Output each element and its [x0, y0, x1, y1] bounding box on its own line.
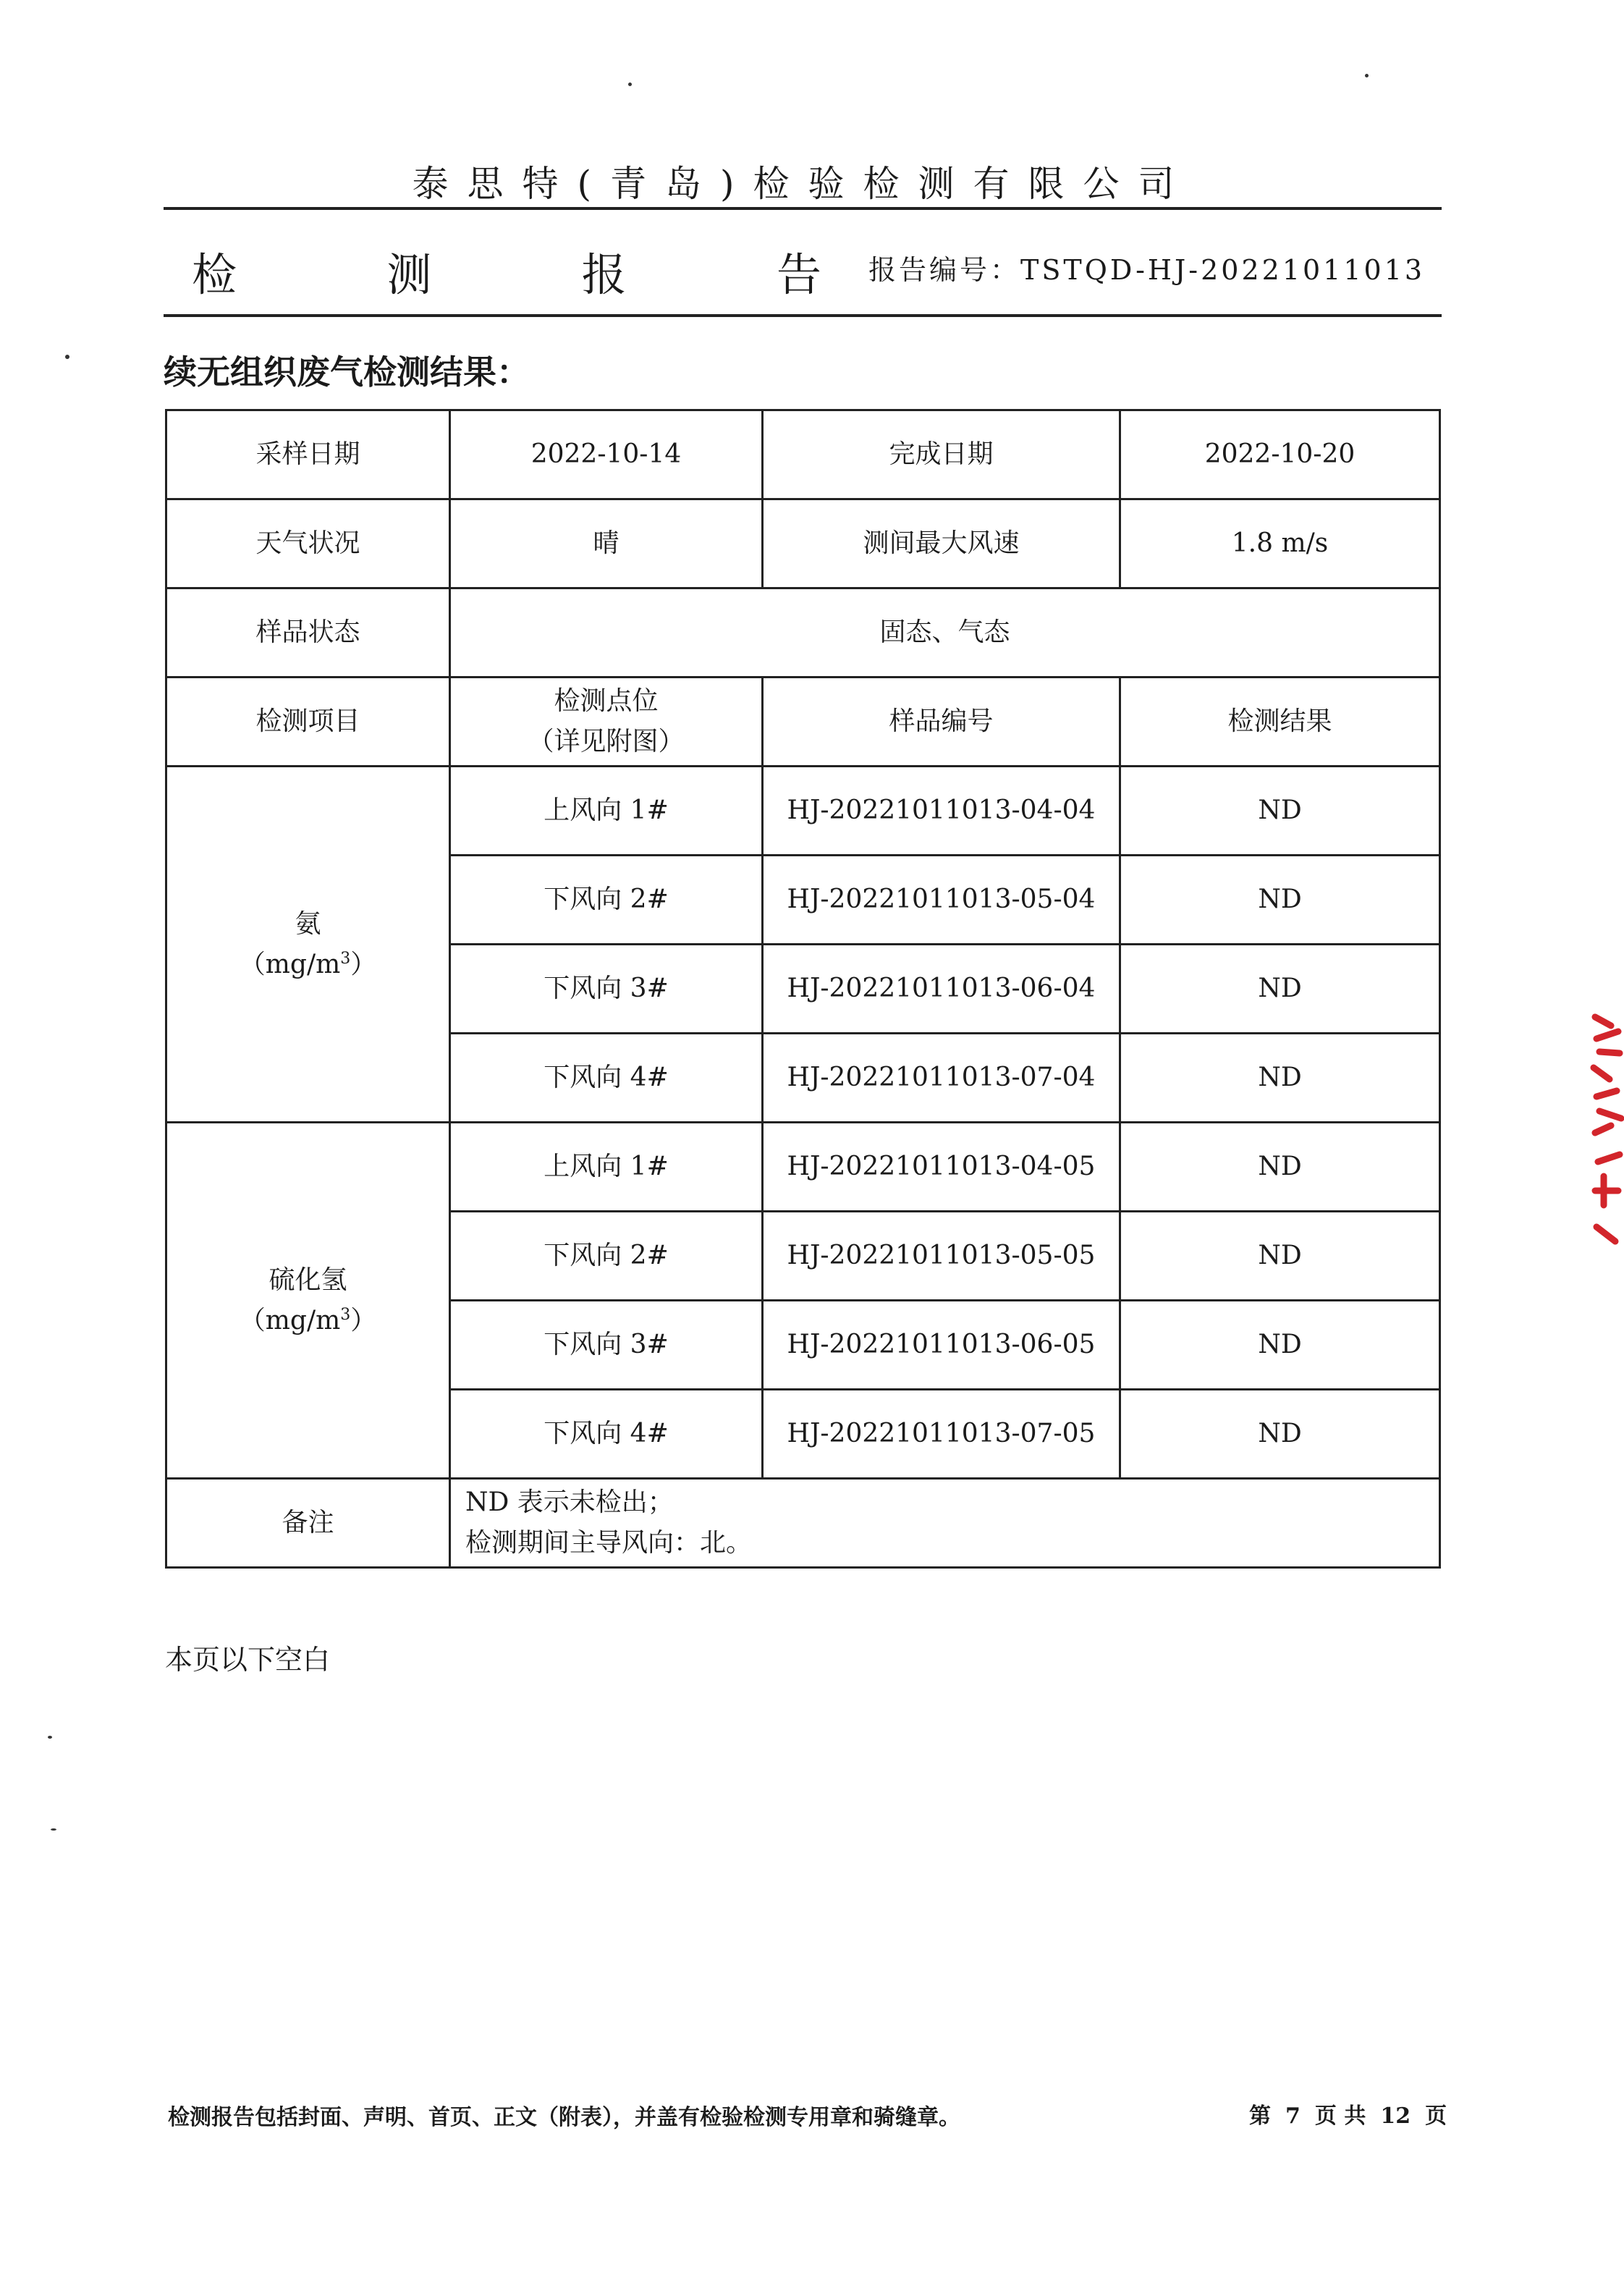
sample-no-cell: HJ-20221011013-07-05 — [763, 1390, 1120, 1479]
weather-value: 晴 — [450, 499, 763, 588]
wind-speed-label: 测间最大风速 — [763, 499, 1120, 588]
completion-date-label: 完成日期 — [763, 410, 1120, 499]
table-row — [166, 1123, 1440, 1212]
point-cell: 下风向 4# — [450, 1390, 763, 1479]
completion-date-value: 2022-10-20 — [1120, 410, 1440, 499]
result-table — [165, 409, 1441, 1569]
sample-no-cell: HJ-20221011013-07-04 — [763, 1034, 1120, 1123]
column-header-point-line1: 检测点位 — [554, 686, 659, 716]
sample-no-cell: HJ-20221011013-04-04 — [763, 767, 1120, 856]
point-cell: 下风向 3# — [450, 945, 763, 1034]
table-row — [166, 499, 1440, 588]
scan-speck — [65, 355, 69, 359]
column-header-item: 检测项目 — [166, 678, 450, 767]
point-cell: 下风向 3# — [450, 1301, 763, 1390]
sample-state-value: 固态、气态 — [450, 588, 1440, 678]
result-cell: ND — [1120, 1212, 1440, 1301]
scan-speck — [628, 83, 632, 86]
remarks-line: ND 表示未检出； — [465, 1487, 674, 1517]
report-title-char: 告 — [776, 248, 821, 301]
scan-speck — [1365, 74, 1369, 77]
report-title — [192, 239, 821, 303]
column-header-point — [450, 678, 763, 767]
remarks-line: 检测期间主导风向：北。 — [465, 1528, 753, 1558]
table-header-row — [166, 678, 1440, 767]
page-current: 7 — [1285, 2103, 1301, 2129]
item-name: 氨 — [295, 908, 321, 939]
blank-page-note: 本页以下空白 — [165, 1644, 331, 1676]
remarks-row — [166, 1479, 1440, 1568]
item-cell-hydrogen-sulfide — [166, 1123, 450, 1479]
item-unit: $(mg/m^3)$ — [239, 1305, 377, 1335]
result-cell: ND — [1120, 767, 1440, 856]
remarks-label: 备注 — [166, 1479, 450, 1568]
weather-label: 天气状况 — [166, 499, 450, 588]
report-title-char: 报 — [581, 248, 627, 301]
table-row — [166, 588, 1440, 678]
sampling-date-value: 2022-10-14 — [450, 410, 763, 499]
wind-speed-value: 1.8 m/s — [1120, 499, 1440, 588]
result-cell: ND — [1120, 1034, 1440, 1123]
header-rule-top — [164, 207, 1442, 210]
point-cell: 下风向 2# — [450, 856, 763, 945]
scan-speck — [51, 1828, 56, 1831]
page-total: 12 — [1380, 2103, 1411, 2129]
sample-no-cell: HJ-20221011013-05-04 — [763, 856, 1120, 945]
report-title-char: 检 — [192, 248, 237, 301]
column-header-point-line2: （详见附图） — [528, 727, 685, 756]
point-cell: 上风向 1# — [450, 767, 763, 856]
report-number — [868, 248, 1425, 287]
table-row — [166, 767, 1440, 856]
report-number-label: 报告编号： — [868, 254, 1021, 286]
scan-speck — [48, 1736, 52, 1739]
sample-no-cell: HJ-20221011013-06-04 — [763, 945, 1120, 1034]
result-cell: ND — [1120, 945, 1440, 1034]
point-cell: 下风向 2# — [450, 1212, 763, 1301]
result-cell: ND — [1120, 1123, 1440, 1212]
column-header-sample-no: 样品编号 — [763, 678, 1120, 767]
result-cell: ND — [1120, 856, 1440, 945]
item-unit: $(mg/m^3)$ — [239, 949, 377, 979]
sample-no-cell: HJ-20221011013-05-05 — [763, 1212, 1120, 1301]
item-name: 硫化氢 — [268, 1265, 347, 1295]
sample-no-cell: HJ-20221011013-06-05 — [763, 1301, 1120, 1390]
company-name: 泰思特(青岛)检验检测有限公司 — [412, 163, 1193, 205]
section-heading: 续无组织废气检测结果： — [164, 353, 530, 392]
header-rule-bottom — [164, 314, 1442, 317]
point-cell: 上风向 1# — [450, 1123, 763, 1212]
sample-state-label: 样品状态 — [166, 588, 450, 678]
report-title-char: 测 — [386, 248, 432, 301]
report-number-value: TSTQD-HJ-20221011013 — [1020, 254, 1426, 286]
table-row — [166, 410, 1440, 499]
column-header-result: 检测结果 — [1120, 678, 1440, 767]
item-cell-ammonia — [166, 767, 450, 1123]
result-cell: ND — [1120, 1301, 1440, 1390]
sample-no-cell: HJ-20221011013-04-05 — [763, 1123, 1120, 1212]
remarks-content — [450, 1479, 1440, 1568]
footer-text: 检测报告包括封面、声明、首页、正文（附表），并盖有检验检测专用章和骑缝章。 — [168, 2105, 960, 2130]
seam-stamp — [1589, 1010, 1624, 1249]
page-indicator: 第 7 页 共 12 页 — [1249, 2103, 1447, 2129]
point-cell: 下风向 4# — [450, 1034, 763, 1123]
sampling-date-label: 采样日期 — [166, 410, 450, 499]
result-cell: ND — [1120, 1390, 1440, 1479]
